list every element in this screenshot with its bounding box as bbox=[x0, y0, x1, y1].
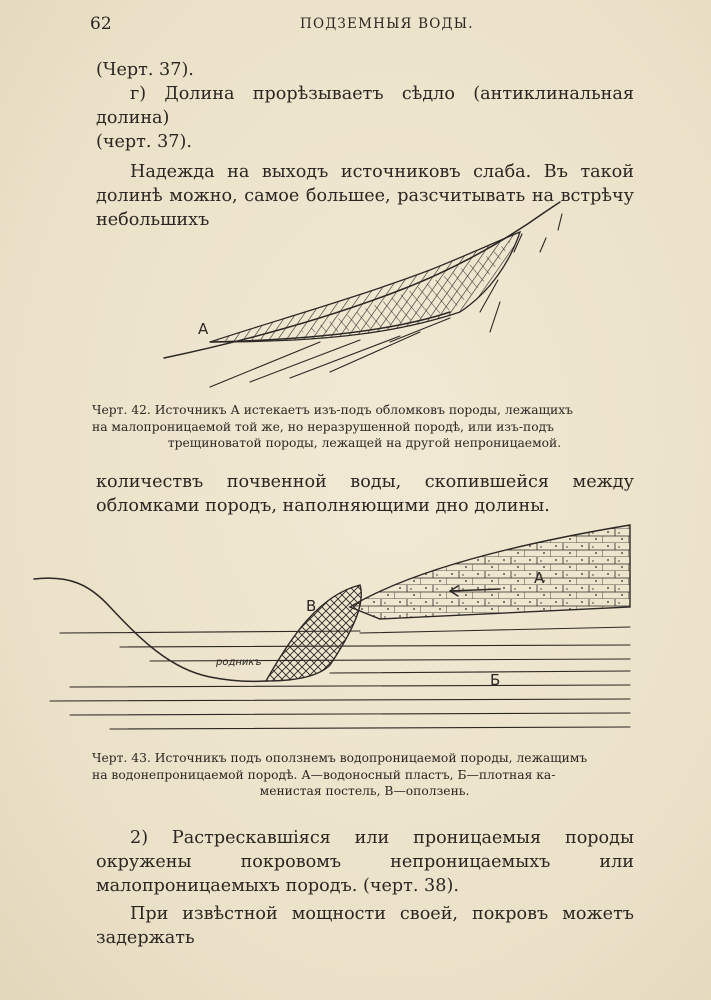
stratum-line bbox=[120, 645, 630, 647]
stratum-line bbox=[360, 627, 630, 633]
figure-42-drawing bbox=[150, 192, 590, 392]
paragraph: Надежда на выходъ источниковъ слаба. Въ такой долинѣ можно, самое большее, разсчитывать на встрѣчу небольшихъ bbox=[96, 162, 634, 230]
label-v: В bbox=[306, 597, 317, 615]
text-block-middle bbox=[96, 470, 634, 518]
paragraph: 2) Растрескавшіяся или проницаемыя породы окружены покровомъ непроницаемыхъ или малопроницаемыхъ породъ. (черт. 38). bbox=[96, 828, 634, 896]
caption-line: Черт. 43. Источникъ подъ оползнемъ водопроницаемой породы, лежащимъ bbox=[92, 751, 588, 765]
page-number: 62 bbox=[90, 14, 112, 34]
fracture bbox=[490, 302, 500, 332]
text-line: (Черт. 37). bbox=[96, 60, 194, 80]
label-spring: родникъ bbox=[216, 657, 262, 668]
fracture bbox=[540, 238, 546, 252]
paragraph: количествъ почвенной воды, скопившейся между обломками породъ, наполняющими дно долины. bbox=[96, 472, 634, 516]
fracture bbox=[558, 214, 562, 230]
stratum-line bbox=[70, 685, 630, 687]
stratum-line bbox=[110, 727, 630, 729]
text-block-bottom bbox=[96, 826, 634, 950]
figure-43 bbox=[30, 515, 670, 745]
caption-line: на малопроницаемой той же, но неразрушенной породѣ, или изъ-подъ bbox=[92, 419, 554, 434]
stratum-line bbox=[330, 671, 630, 673]
running-head: ПОДЗЕМНЫЯ ВОДЫ. bbox=[300, 16, 474, 32]
text-line: (черт. 37). bbox=[96, 132, 192, 152]
text-line: г) Долина прорѣзываетъ сѣдло (антиклинальная долина) bbox=[96, 84, 634, 128]
slope-surface bbox=[164, 202, 560, 358]
aquifer-layer bbox=[350, 525, 630, 619]
caption-line: менистая постель, В—оползень. bbox=[259, 784, 470, 798]
caption-figure-43 bbox=[92, 750, 637, 800]
figure-42 bbox=[150, 192, 590, 392]
stratum-line bbox=[70, 713, 630, 715]
page-header bbox=[90, 14, 670, 38]
bedding-line bbox=[290, 336, 400, 378]
label-b: Б bbox=[490, 671, 501, 689]
stratum-line bbox=[50, 699, 630, 701]
bedding-line bbox=[210, 342, 320, 387]
figure-43-drawing bbox=[30, 515, 670, 745]
label-a: A bbox=[198, 320, 209, 338]
bedding-line bbox=[250, 340, 360, 382]
paragraph: При извѣстной мощности своей, покровъ можетъ задержать bbox=[96, 904, 634, 948]
caption-line: на водонепроницаемой породѣ. А—водоносный пластъ, Б—плотная ка- bbox=[92, 767, 556, 782]
caption-line: трещиноватой породы, лежащей на другой непроницаемой. bbox=[167, 436, 562, 450]
label-a: А bbox=[534, 569, 545, 587]
caption-figure-42 bbox=[92, 402, 637, 452]
caption-line: Черт. 42. Источникъ А истекаетъ изъ-подъ обломковъ породы, лежащихъ bbox=[92, 403, 573, 417]
bedding-line bbox=[330, 332, 420, 372]
